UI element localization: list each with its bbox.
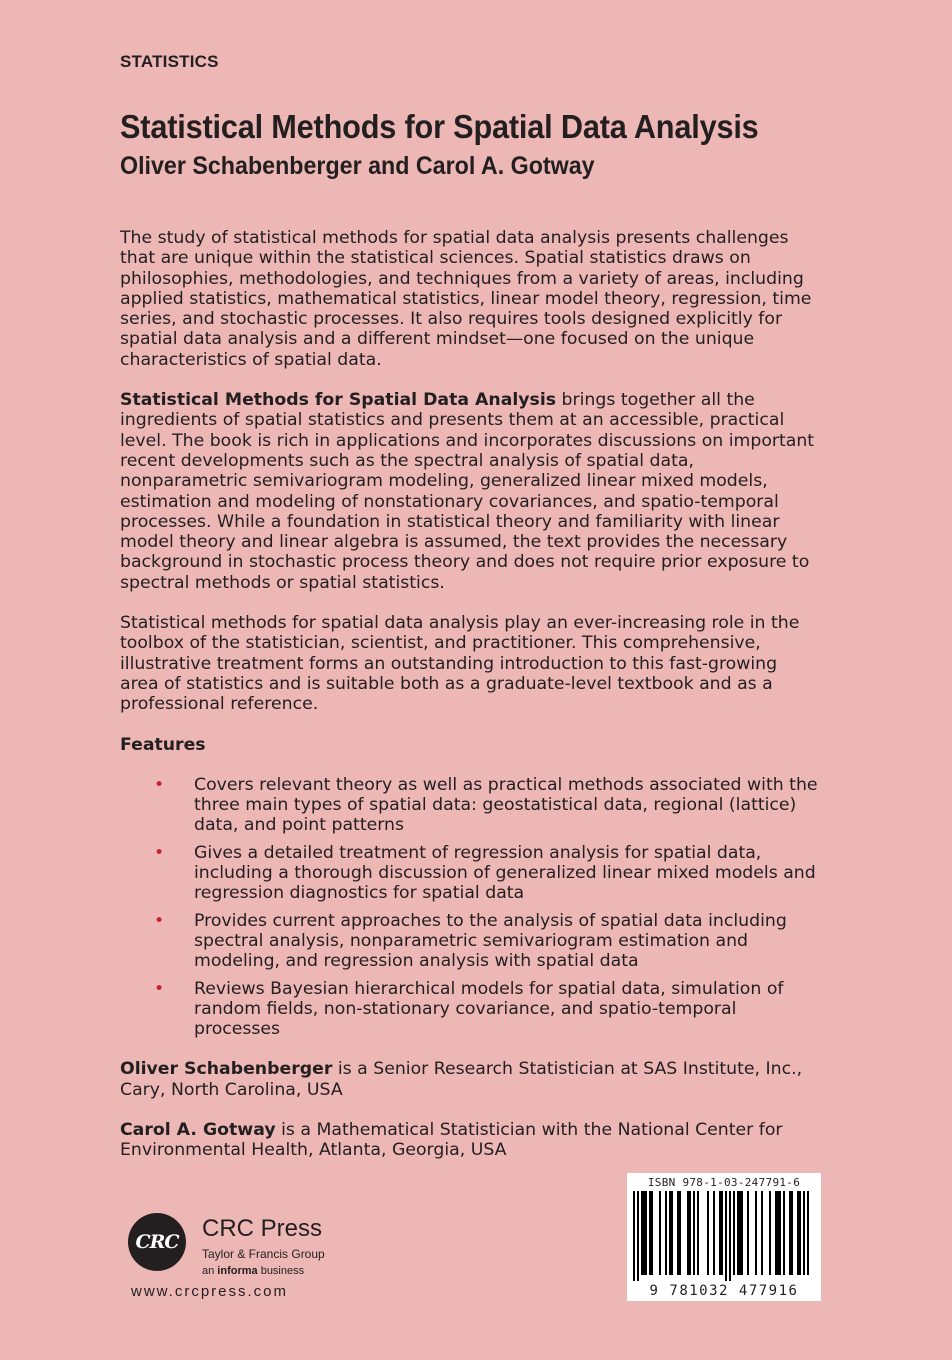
barcode-bar — [719, 1191, 721, 1275]
informa-prefix: an — [202, 1265, 218, 1277]
publisher-name: CRC Press — [202, 1215, 323, 1242]
feature-text: Reviews Bayesian hierarchical models for spatial data, simulation of random fields, non-stationary covariance, and spatio-temporal processes — [194, 978, 784, 1040]
barcode-bars-icon — [633, 1191, 815, 1281]
barcode-bar — [693, 1191, 695, 1275]
barcode-bar — [725, 1191, 727, 1281]
barcode-bar — [669, 1191, 671, 1275]
feature-item — [120, 979, 820, 1040]
paragraph-intro: The study of statistical methods for spatial data analysis presents challenges that are unique within the statistical sciences. Spatial statistics draws on philosophies, methodologies, and techniques from a variety of areas, including applied statistics, mathematical statistics, linear model theory, regression, time series, and stochastic processes. It also requires tools designed explicitly for spatial data analysis and a different mindset—one focused on the unique characteristics of spatial data. — [120, 228, 812, 370]
author-bio-name: Oliver Schabenberger — [120, 1059, 333, 1080]
barcode-bar — [671, 1191, 673, 1275]
barcode-bar — [651, 1191, 653, 1275]
paragraph-overview — [120, 390, 820, 593]
barcode-bar — [791, 1191, 793, 1275]
barcode-bar — [689, 1191, 691, 1275]
paragraph-overview-text: brings together all the ingredients of spatial statistics and presents them at an accessible, practical level. The book is rich in applications and incorporates discussions on important recent developments such as the spectral analysis of spatial data, nonparametric semivariogram modeling, generalized linear mixed models, estimation and modeling of nonstationary covariances, and spatio-temporal processes. While a foundation in statistical theory and familiarity with linear model theory and linear algebra is assumed, the text provides the necessary background in stochastic process theory and does not require prior exposure to spectral methods or spatial statistics. — [120, 390, 815, 593]
feature-text: Gives a detailed treatment of regression analysis for spatial data, including a thorough discussion of generalized linear mixed models and regression diagnostics for spatial data — [194, 842, 816, 904]
barcode-bar — [677, 1191, 679, 1275]
barcode-bar — [737, 1191, 739, 1275]
publisher-group: Taylor & Francis Group — [202, 1247, 325, 1261]
barcode-bar — [713, 1191, 715, 1275]
bullet-icon: • — [154, 842, 165, 863]
barcode-bar — [659, 1191, 661, 1275]
barcode-bar — [769, 1191, 771, 1275]
features-heading: Features — [120, 734, 206, 755]
barcode-bar — [643, 1191, 645, 1275]
barcode-bar — [739, 1191, 741, 1275]
barcode-bar — [807, 1191, 809, 1275]
barcode-bar — [741, 1191, 743, 1275]
paragraph-overview-title: Statistical Methods for Spatial Data Analysis — [120, 390, 557, 411]
barcode-bar — [729, 1191, 731, 1281]
barcode-bar — [797, 1191, 799, 1275]
barcode-bar — [803, 1191, 805, 1275]
book-title: Statistical Methods for Spatial Data Analysis — [120, 108, 759, 145]
barcode-bar — [761, 1191, 763, 1275]
informa-suffix: business — [257, 1265, 305, 1277]
barcode-bar — [707, 1191, 709, 1275]
barcode-bar — [789, 1191, 791, 1275]
author-bio-gotway — [120, 1120, 820, 1161]
barcode-bar — [779, 1191, 781, 1275]
barcode-bar — [747, 1191, 749, 1275]
barcode-bar — [687, 1191, 689, 1275]
features-list — [120, 775, 820, 1040]
feature-item — [120, 911, 820, 972]
bullet-icon: • — [154, 910, 165, 931]
feature-text: Provides current approaches to the analysis of spatial data including spectral analysis, nonparametric semivariogram estimation and modeling, and regression analysis with spatial data — [194, 910, 787, 972]
book-authors: Oliver Schabenberger and Carol A. Gotway — [120, 152, 595, 180]
barcode-bar — [755, 1191, 757, 1275]
isbn-barcode — [627, 1173, 821, 1301]
barcode-bar — [775, 1191, 777, 1275]
barcode-digits: 9 781032 477916 — [649, 1283, 799, 1299]
author-bio-text: is a Mathematical Statistician with the National Center for Environmental Health, Atlanta, Georgia, USA — [120, 1119, 783, 1161]
barcode-bar — [721, 1191, 723, 1275]
barcode-bar — [733, 1191, 735, 1275]
barcode-bar — [637, 1191, 639, 1281]
crc-logo-icon: CRC — [128, 1213, 186, 1271]
barcode-bar — [645, 1191, 647, 1275]
author-bio-schabenberger — [120, 1059, 820, 1100]
informa-name: informa — [217, 1265, 258, 1277]
bullet-icon: • — [154, 774, 165, 795]
publisher-informa — [202, 1265, 304, 1277]
author-bio-text: is a Senior Research Statistician at SAS Institute, Inc., Cary, North Carolina, USA — [120, 1059, 803, 1100]
category-label: STATISTICS — [120, 52, 219, 71]
barcode-bar — [783, 1191, 785, 1275]
barcode-bar — [697, 1191, 699, 1275]
barcode-bar — [641, 1191, 643, 1275]
bullet-icon: • — [154, 978, 165, 999]
barcode-bar — [633, 1191, 635, 1281]
feature-text: Covers relevant theory as well as practical methods associated with the three main types of spatial data: geostatistical data, regional (lattice) data, and point patterns — [194, 774, 818, 836]
barcode-bar — [777, 1191, 779, 1275]
author-bio-name: Carol A. Gotway — [120, 1119, 276, 1140]
barcode-bar — [799, 1191, 801, 1275]
publisher-url: www.crcpress.com — [131, 1283, 289, 1300]
paragraph-audience: Statistical methods for spatial data analysis play an ever-increasing role in the toolbox of the statistician, scientist, and practitioner. This comprehensive, illustrative treatment forms an outstanding introduction to this fast-growing area of statistics and is suitable both as a graduate-level textbook and as a professional reference. — [120, 613, 800, 715]
barcode-bar — [679, 1191, 681, 1275]
barcode-bar — [665, 1191, 667, 1275]
isbn-label: ISBN 978-1-03-247791-6 — [647, 1176, 801, 1189]
blurb — [120, 228, 820, 1181]
feature-item — [120, 843, 820, 904]
barcode-bar — [649, 1191, 651, 1275]
publisher-block — [128, 1213, 358, 1303]
feature-item — [120, 775, 820, 836]
